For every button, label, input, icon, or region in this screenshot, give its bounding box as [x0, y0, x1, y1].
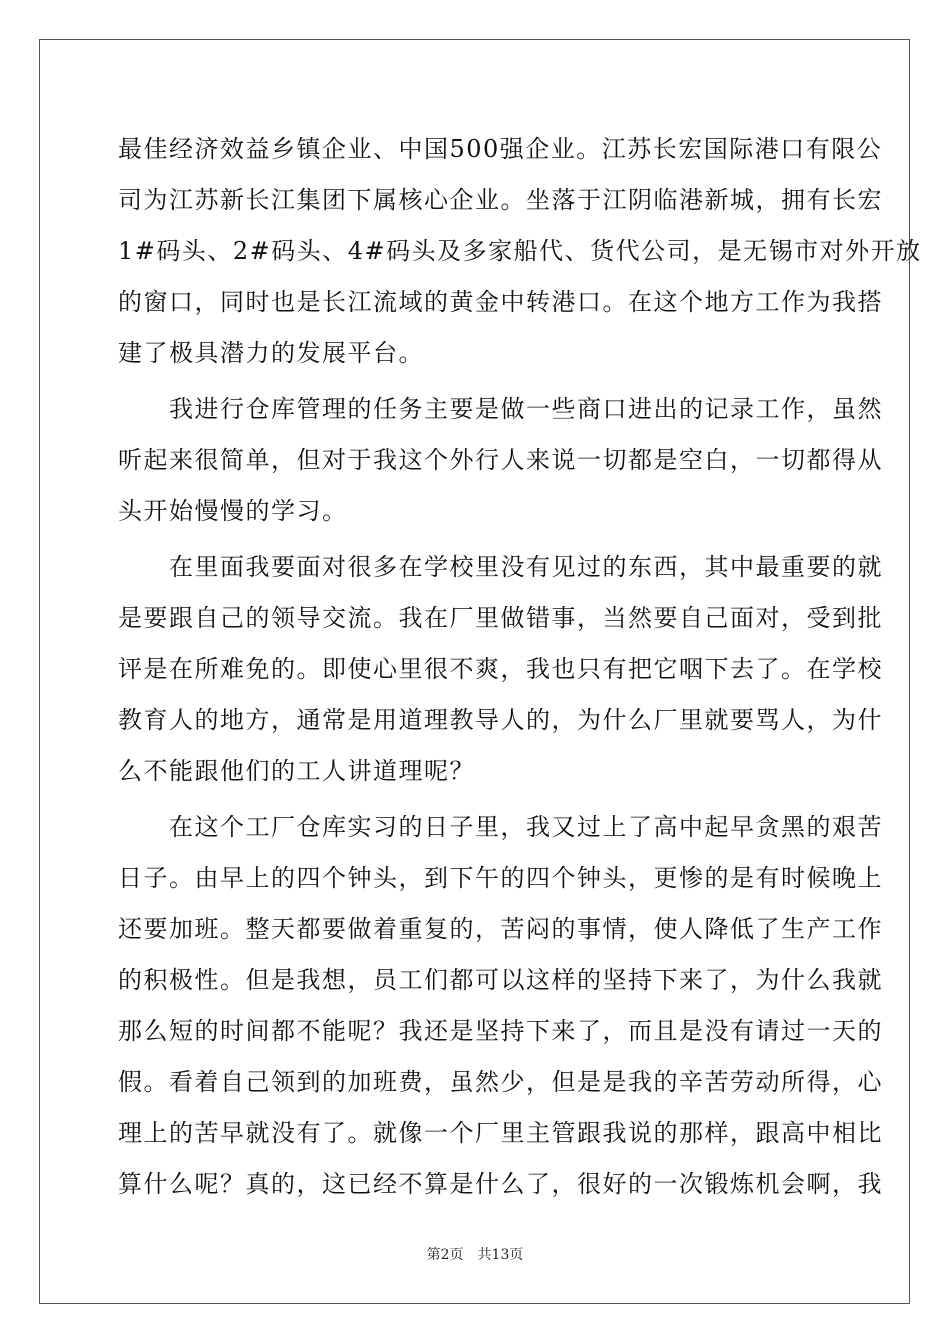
document-body	[118, 124, 922, 1210]
text-line: 司为江苏新长江集团下属核心企业。坐落于江阴临港新城，拥有长宏	[118, 186, 883, 214]
text-line: 算什么呢？真的，这已经不算是什么了，很好的一次锻炼机会啊，我	[118, 1170, 883, 1198]
text-line: 那么短的时间都不能呢？我还是坚持下来了，而且是没有请过一天的	[118, 1017, 883, 1045]
text-line: 最佳经济效益乡镇企业、中国500强企业。江苏长宏国际港口有限公	[118, 135, 883, 163]
text-line: 在这个工厂仓库实习的日子里，我又过上了高中起早贪黑的艰苦	[118, 813, 883, 841]
text-line: 日子。由早上的四个钟头，到下午的四个钟头，更惨的是有时候晚上	[118, 864, 883, 892]
page-footer	[0, 1244, 950, 1264]
text-line: 还要加班。整天都要做着重复的，苦闷的事情，使人降低了生产工作	[118, 915, 883, 943]
text-line: 我进行仓库管理的任务主要是做一些商口进出的记录工作，虽然	[118, 395, 883, 423]
text-line: 建了极具潜力的发展平台。	[118, 339, 424, 367]
paragraph-3	[118, 542, 883, 797]
paragraph-2	[118, 384, 883, 537]
text-line: 假。看着自己领到的加班费，虽然少，但是是我的辛苦劳动所得，心	[118, 1068, 883, 1096]
text-line: 是要跟自己的领导交流。我在厂里做错事，当然要自己面对，受到批	[118, 604, 883, 632]
text-line: 的积极性。但是我想，员工们都可以这样的坚持下来了，为什么我就	[118, 966, 883, 994]
paragraph-1	[118, 124, 922, 379]
text-line: 在里面我要面对很多在学校里没有见过的东西，其中最重要的就	[118, 553, 883, 581]
text-line: 听起来很简单，但对于我这个外行人来说一切都是空白，一切都得从	[118, 446, 883, 474]
text-line: 评是在所难免的。即使心里很不爽，我也只有把它咽下去了。在学校	[118, 655, 883, 683]
page-total: 共13页	[477, 1247, 524, 1263]
page-number: 第2页	[426, 1247, 464, 1263]
text-line: 1#码头、2#码头、4#码头及多家船代、货代公司，是无锡市对外开放	[118, 237, 922, 265]
text-line: 头开始慢慢的学习。	[118, 497, 348, 525]
paragraph-4	[118, 802, 883, 1210]
text-line: 的窗口，同时也是长江流域的黄金中转港口。在这个地方工作为我搭	[118, 288, 883, 316]
text-line: 么不能跟他们的工人讲道理呢？	[118, 757, 475, 785]
text-line: 教育人的地方，通常是用道理教导人的，为什么厂里就要骂人，为什	[118, 706, 883, 734]
text-line: 理上的苦早就没有了。就像一个厂里主管跟我说的那样，跟高中相比	[118, 1119, 883, 1147]
